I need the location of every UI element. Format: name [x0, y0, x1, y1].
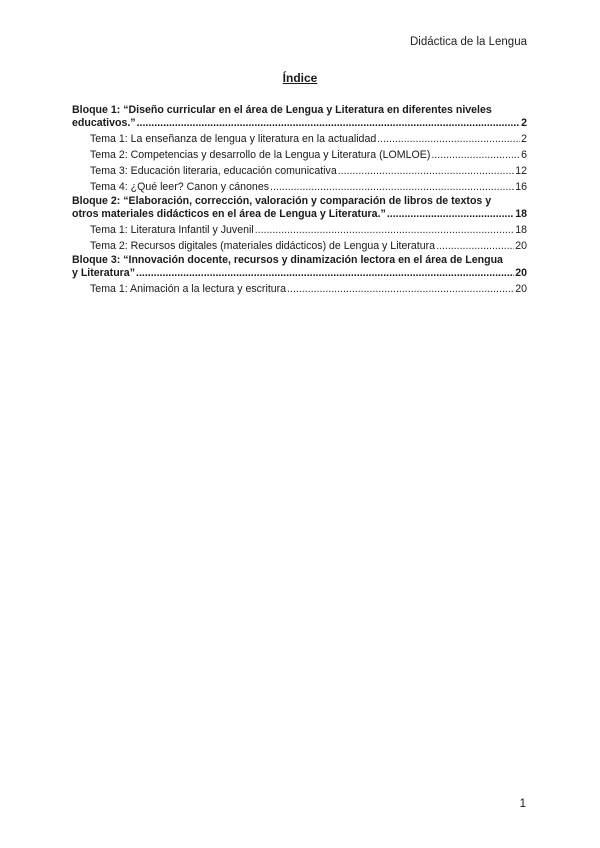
dot-leader — [436, 240, 514, 253]
dot-leader — [377, 133, 520, 146]
toc-entry-title-line2: educativos.” — [72, 117, 136, 129]
toc-entry-bloque-1[interactable] — [72, 104, 527, 130]
toc-entry-title-line1: Bloque 2: “Elaboración, corrección, valoración y comparación de libros de textos y — [72, 195, 492, 207]
toc-entry-bloque-2-tema-1[interactable] — [72, 224, 527, 237]
toc-entry-title: Tema 3: Educación literaria, educación comunicativa — [90, 165, 337, 177]
toc-entry-bloque-3[interactable] — [72, 254, 527, 280]
toc-entry-page: 18 — [515, 208, 527, 220]
dot-leader — [431, 149, 520, 162]
toc-entry-bloque-3-tema-1[interactable] — [72, 283, 527, 296]
toc-entry-bloque-1-tema-3[interactable] — [72, 165, 527, 178]
toc-entry-bloque-1-tema-1[interactable] — [72, 133, 527, 146]
toc-entry-page: 18 — [515, 224, 527, 236]
toc-entry-bloque-1-tema-4[interactable] — [72, 181, 527, 194]
toc-entry-bloque-2-tema-2[interactable] — [72, 240, 527, 253]
dot-leader — [255, 224, 515, 237]
toc-title: Índice — [282, 71, 318, 85]
dot-leader — [137, 117, 521, 130]
toc-entry-title-line1: Bloque 1: “Diseño curricular en el área de Lengua y Literatura en diferentes niveles — [72, 104, 492, 116]
toc-entry-title-line1: Bloque 3: “Innovación docente, recursos y dinamización lectora en el área de Lengua — [72, 254, 503, 266]
toc-entry-title: Tema 4: ¿Qué leer? Canon y cánones — [90, 181, 270, 193]
toc-entry-title: Tema 2: Recursos digitales (materiales didácticos) de Lengua y Literatura — [90, 240, 436, 252]
toc-entry-title-line2: otros materiales didácticos en el área de Lengua y Literatura.” — [72, 208, 386, 220]
dot-leader — [387, 208, 514, 221]
toc-entry-title: Tema 1: Literatura Infantil y Juvenil — [90, 224, 254, 236]
page-number: 1 — [519, 798, 526, 810]
dot-leader — [338, 165, 514, 178]
toc-entry-page: 20 — [515, 283, 527, 295]
dot-leader — [136, 267, 514, 280]
toc-entry-page: 2 — [521, 117, 527, 129]
dot-leader — [287, 283, 514, 296]
toc-entry-page: 20 — [515, 267, 527, 279]
toc-entry-title: Tema 1: Animación a la lectura y escritura — [90, 283, 287, 295]
toc-entry-title: Tema 2: Competencias y desarrollo de la Lengua y Literatura (LOMLOE) — [90, 149, 431, 161]
dot-leader — [270, 181, 514, 194]
table-of-contents — [72, 103, 527, 296]
toc-entry-bloque-2[interactable] — [72, 195, 527, 221]
running-header: Didáctica de la Lengua — [410, 36, 527, 48]
toc-entry-page: 6 — [521, 149, 527, 161]
toc-entry-page: 16 — [515, 181, 527, 193]
toc-entry-bloque-1-tema-2[interactable] — [72, 149, 527, 162]
toc-entry-title: Tema 1: La enseñanza de lengua y literatura en la actualidad — [90, 133, 377, 145]
toc-entry-page: 2 — [521, 133, 527, 145]
toc-entry-page: 20 — [515, 240, 527, 252]
toc-entry-title-line2: y Literatura” — [72, 267, 135, 279]
toc-entry-page: 12 — [515, 165, 527, 177]
